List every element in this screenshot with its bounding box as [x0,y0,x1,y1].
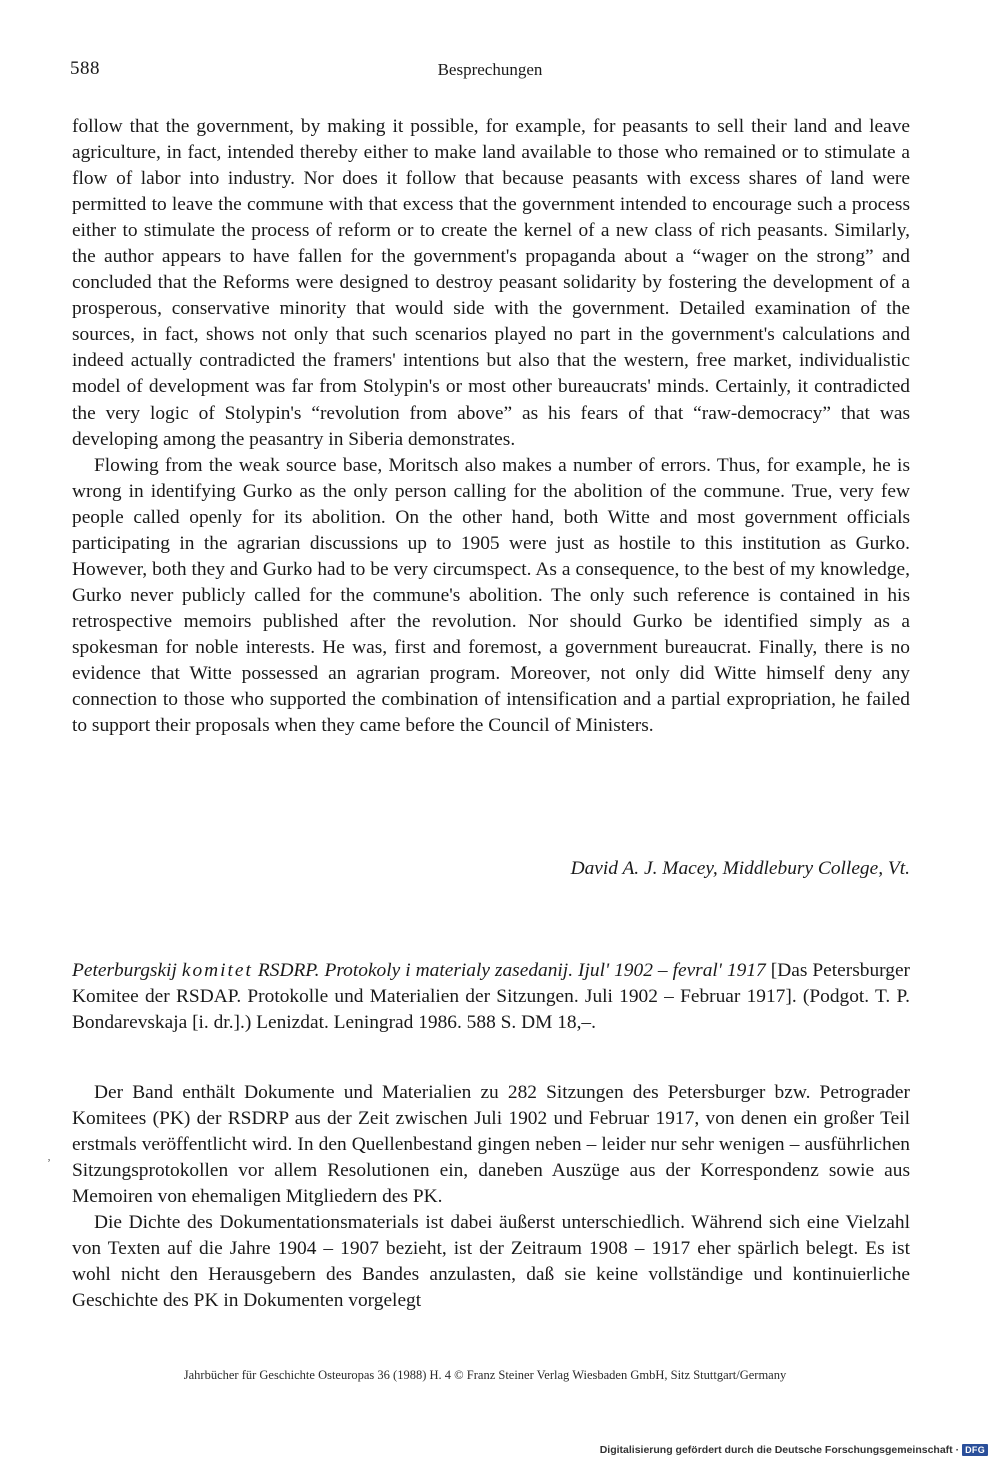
review-2-body [72,1080,910,1314]
digitization-credit [600,1444,988,1456]
digitization-note: Digitalisierung gefördert durch die Deutsche Forschungsgemeinschaft · [599,1444,960,1456]
review-2-paragraph-2: Die Dichte des Dokumentationsmaterials ist dabei äußerst unterschiedlich. Während sich eine Vielzahl von Texten auf die Jahre 1904 – 1907 bezieht, ist der Zeitraum 1908 – 1917 eher spärlich belegt. Es ist wohl nicht den Herausgebern des Bandes anzulasten, daß sie keine vollständige und kontinuierliche Geschichte des PK in Dokumenten vorgelegt [72,1212,910,1312]
review-1-paragraph-1: follow that the government, by making it possible, for example, for peasants to sell their land and leave agriculture, in fact, intended thereby either to make land available to those who remained or to stimulate a flow of labor into industry. Nor does it follow that because peasants with excess shares of land were permitted to leave the commune with that excess that the government intended to encourage such a process either to stimulate the process of reform or to create the kernel of a new class of rich peasants. Similarly, the author appears to have fallen for the government's propaganda about a “wager on the strong” and concluded that the Reforms were designed to destroy peasant solidarity by fostering the development of a prosperous, conservative minority that would side with the government. Detailed examination of the sources, in fact, shows not only that such scenarios played no part in the government's calculations and indeed actually contradicted the framers' intentions but also that the western, free market, individualistic model of development was far from Stolypin's or most other bureaucrats' minds. Certainly, it contradicted the very logic of Stolypin's “revolution from above” as his fears of that “raw-democracy” that was developing among the peasantry in Siberia demonstrates. [72,116,910,450]
review-2-citation [72,958,910,1036]
journal-footer: Jahrbücher für Geschichte Osteuropas 36 (1988) H. 4 © Franz Steiner Verlag Wiesbaden GmbH, Sitz Stuttgart/Germany [183,1368,787,1382]
citation-title-end: RSDRP. Protokoly i materialy zasedanij. Ijul' 1902 – fevral' 1917 [252,960,766,981]
page-number: 588 [70,58,100,79]
reviewer-signature: David A. J. Macey, Middlebury College, Vt. [570,858,910,879]
review-1-body [72,114,910,739]
review-1-paragraph-2: Flowing from the weak source base, Moritsch also makes a number of errors. Thus, for example, he is wrong in identifying Gurko as the only person calling for the abolition of the commune. True, very few people called openly for its abolition. On the other hand, both Witte and most government officials participating in the agrarian discussions up to 1905 were just as hostile to this institution as Gurko. However, both they and Gurko had to be very circumspect. As a consequence, to the best of my knowledge, Gurko never publicly called for the commune's abolition. The only such reference is contained in his retrospective memoirs published after the revolution. Nor should Gurko be identified simply as a spokesman for noble interests. He was, first and foremost, a government bureaucrat. Finally, there is no evidence that Witte possessed an agrarian program. Moreover, not only did Witte himself deny any connection to those who supported the combination of intensification and a partial expropriation, he failed to support their proposals when they came before the Council of Ministers. [72,454,910,737]
bibliographic-citation [72,958,910,1036]
margin-mark: ʼ [47,1156,51,1170]
review-2-paragraph-1: Der Band enthält Dokumente und Materialien zu 282 Sitzungen des Petersburger bzw. Petrograder Komitees (PK) der RSDRP aus der Zeit zwischen Juli 1902 und Februar 1917, von denen ein großer Teil erstmals veröffentlicht wird. In den Quellenbestand gingen neben – leider nur sehr wenigen – ausführlichen Sitzungsprotokollen vor allem Resolutionen ein, daneben Auszüge aus der Korrespondenz sowie aus Memoiren von ehemaligen Mitgliedern des PK. [72,1082,910,1208]
dfg-logo-icon: DFG [962,1444,988,1456]
running-title: Besprechungen [437,60,543,79]
citation-title-spaced: komitet [181,960,253,981]
citation-title-start: Peterburgskij [72,960,182,981]
citation-details: [Das Petersburger Komitee der RSDAP. Protokolle und Materialien der Sitzungen. Juli 1902 – Februar 1917]. (Podgot. T. P. Bondarevskaja [i. dr.].) Lenizdat. Leningrad 1986. 588 S. DM 18,–. [72,960,911,1033]
